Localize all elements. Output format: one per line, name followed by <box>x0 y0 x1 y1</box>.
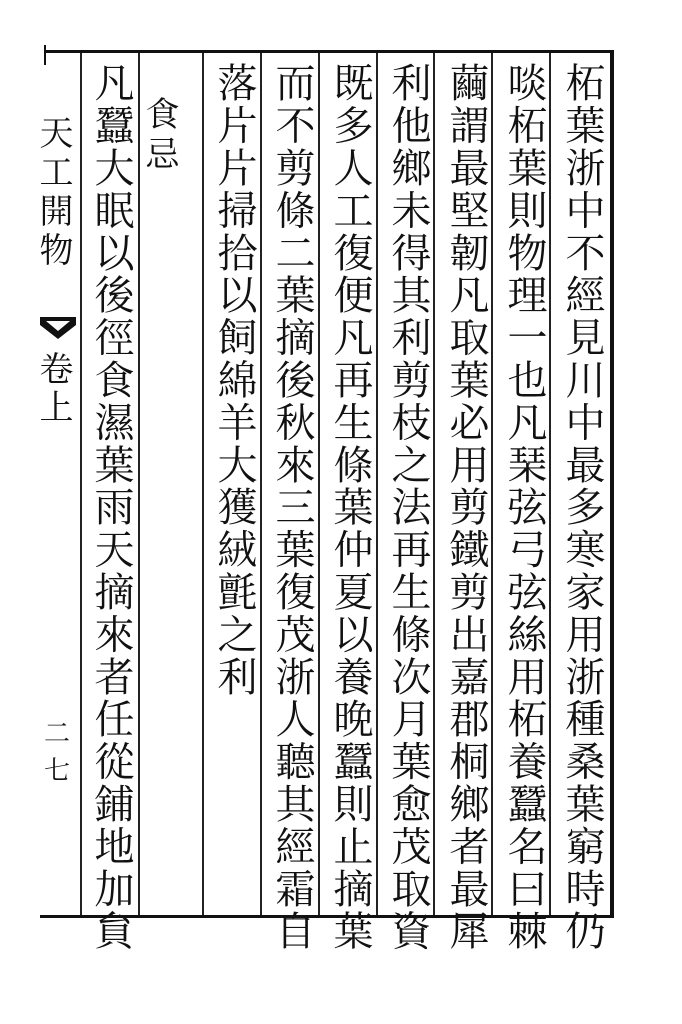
fish-tail-mark-icon <box>38 315 78 341</box>
text-column-7: 落片片掃拾以飼綿羊大獲絨氈之利 <box>211 62 257 698</box>
text-column-1: 柘葉浙中不經見川中最多寒家用浙種桑葉窮時仍 <box>559 62 605 953</box>
volume-label: 卷上 <box>33 351 73 427</box>
text-column-2: 啖柘葉則物理一也凡琹弦弓弦絲用柘養蠶名曰棘 <box>501 62 547 953</box>
frame-top-border <box>46 50 612 53</box>
page-number: 二七 <box>44 719 71 786</box>
book-title: 天工開物 <box>33 115 73 271</box>
text-column-3: 繭謂最堅韌凡取葉必用剪鐵剪出嘉郡桐鄉者最犀 <box>443 62 489 953</box>
page-margin <box>0 53 80 915</box>
column-rule <box>202 53 204 915</box>
column-rule <box>138 53 140 915</box>
text-column-9: 凡蠶大眠以後徑食濕葉雨天摘來者任從鋪地加貟 <box>88 62 134 953</box>
column-rule <box>80 53 82 915</box>
section-heading: 食忌 <box>139 96 179 176</box>
text-column-5: 既多人工復便凡再生條葉仲夏以養晚蠶則止摘葉 <box>327 62 373 953</box>
text-column-4: 利他鄉未得其利剪枝之法再生條次月葉愈茂取資 <box>385 62 431 953</box>
frame-right-border <box>610 50 614 918</box>
text-column-6: 而不剪條二葉摘後秋來三葉復茂浙人聽其經霜自 <box>269 62 315 953</box>
